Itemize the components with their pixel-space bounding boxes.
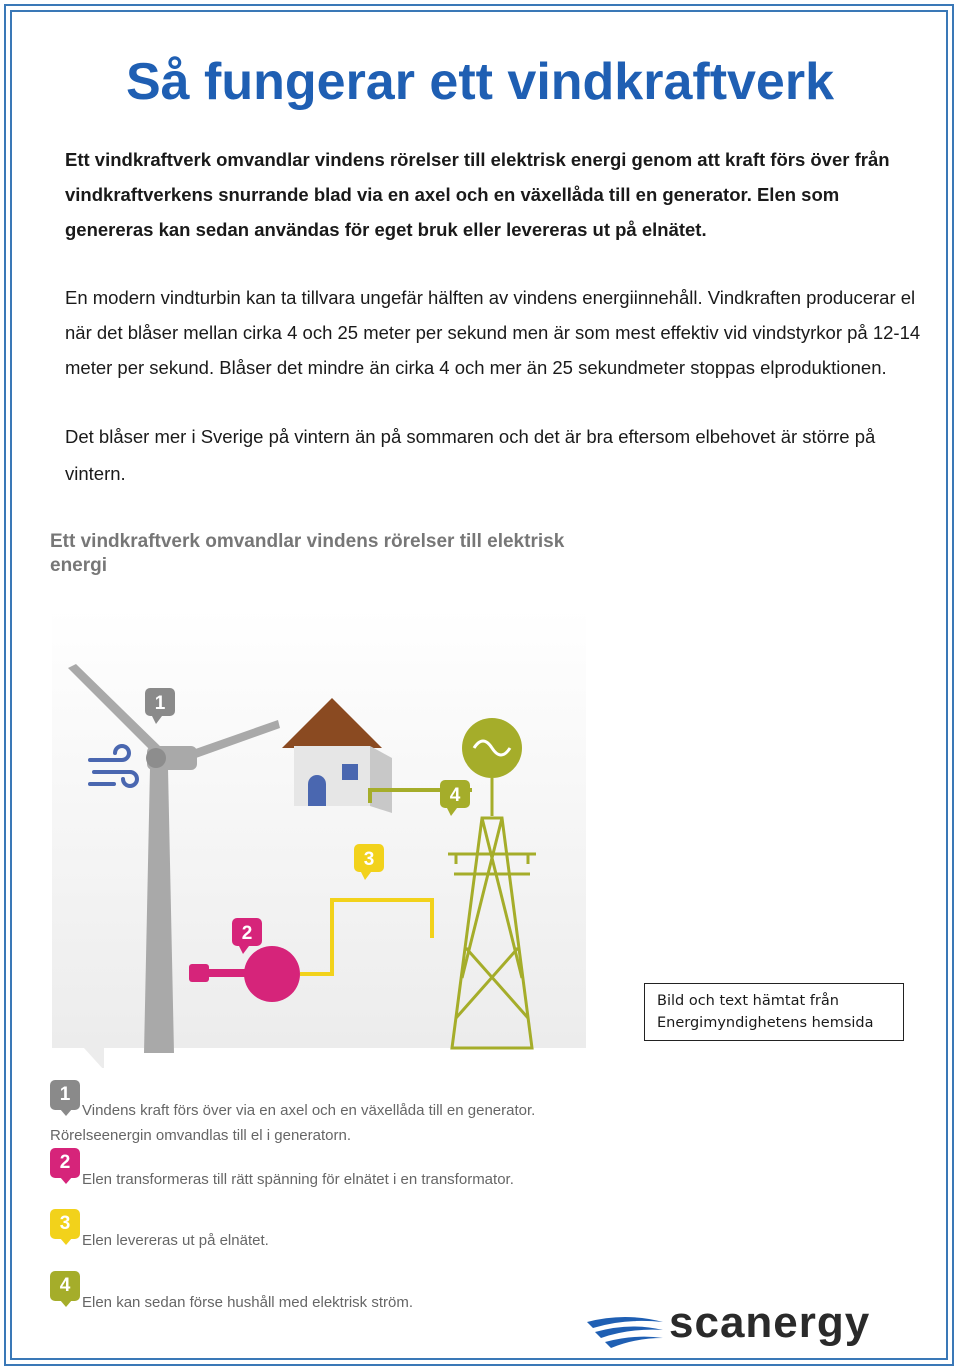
legend-badge-4: 4 — [50, 1271, 80, 1301]
caption-line-1: Bild och text hämtat från — [657, 993, 839, 1009]
figure-title: Ett vindkraftverk omvandlar vindens rörelser till elektrisk energi — [50, 531, 565, 576]
legend-badge-2: 2 — [50, 1148, 80, 1178]
badge-3-number: 3 — [363, 849, 375, 870]
legend-text-3: Elen levereras ut på elnätet. — [82, 1232, 269, 1249]
transformer-icon — [462, 718, 522, 778]
legend-text-1b: Rörelseenergin omvandlas till el i generatorn. — [50, 1127, 351, 1144]
scanergy-swoosh-icon — [585, 1312, 665, 1352]
efficiency-paragraph: En modern vindturbin kan ta tillvara ungefär hälften av vindens energiinnehåll. Vindkraften producerar el när det blåser mellan cirka 4 och 25 meter per sekund men är som mest effektiv vid vindstyrkor på 12-14 meter per sekund. Blåser det mindre än cirka 4 och mer än 25 sekundmeter stoppas elproduktionen. — [65, 287, 921, 378]
legend-badge-3-tail — [60, 1238, 72, 1245]
badge-2-number: 2 — [241, 923, 253, 944]
legend-badge-1: 1 — [50, 1080, 80, 1110]
legend-text-1: Vindens kraft förs över via en axel och en växellåda till en generator. — [82, 1102, 536, 1119]
badge-4-number: 4 — [449, 785, 461, 806]
diagram-pointer — [84, 1048, 104, 1068]
legend-badge-1-tail — [60, 1109, 72, 1116]
legend-badge-4-tail — [60, 1300, 72, 1307]
logo-wordmark: scanergy — [669, 1298, 871, 1347]
badge-1-number: 1 — [154, 693, 166, 714]
page-title: Så fungerar ett vindkraftverk — [125, 53, 835, 111]
source-caption — [644, 983, 904, 1041]
caption-line-2: Energimyndighetens hemsida — [657, 1015, 874, 1031]
wind-power-diagram — [52, 608, 586, 1068]
legend-badge-2-tail — [60, 1177, 72, 1184]
legend-text-2: Elen transformeras till rätt spänning för elnätet i en transformator. — [82, 1171, 514, 1188]
legend-text-4: Elen kan sedan förse hushåll med elektrisk ström. — [82, 1294, 413, 1311]
scanergy-logo — [585, 1298, 915, 1354]
diagram-background — [52, 608, 586, 1048]
legend-badge-3: 3 — [50, 1209, 80, 1239]
intro-paragraph: Ett vindkraftverk omvandlar vindens rörelser till elektrisk energi genom att kraft förs över från vindkraftverkens snurrande blad via en axel och en växellåda till en generator. Elen som genereras kan sedan användas för eget bruk eller levereras ut på elnätet. — [65, 149, 890, 240]
season-paragraph: Det blåser mer i Sverige på vintern än på sommaren och det är bra eftersom elbehovet är större på vintern. — [65, 426, 876, 484]
